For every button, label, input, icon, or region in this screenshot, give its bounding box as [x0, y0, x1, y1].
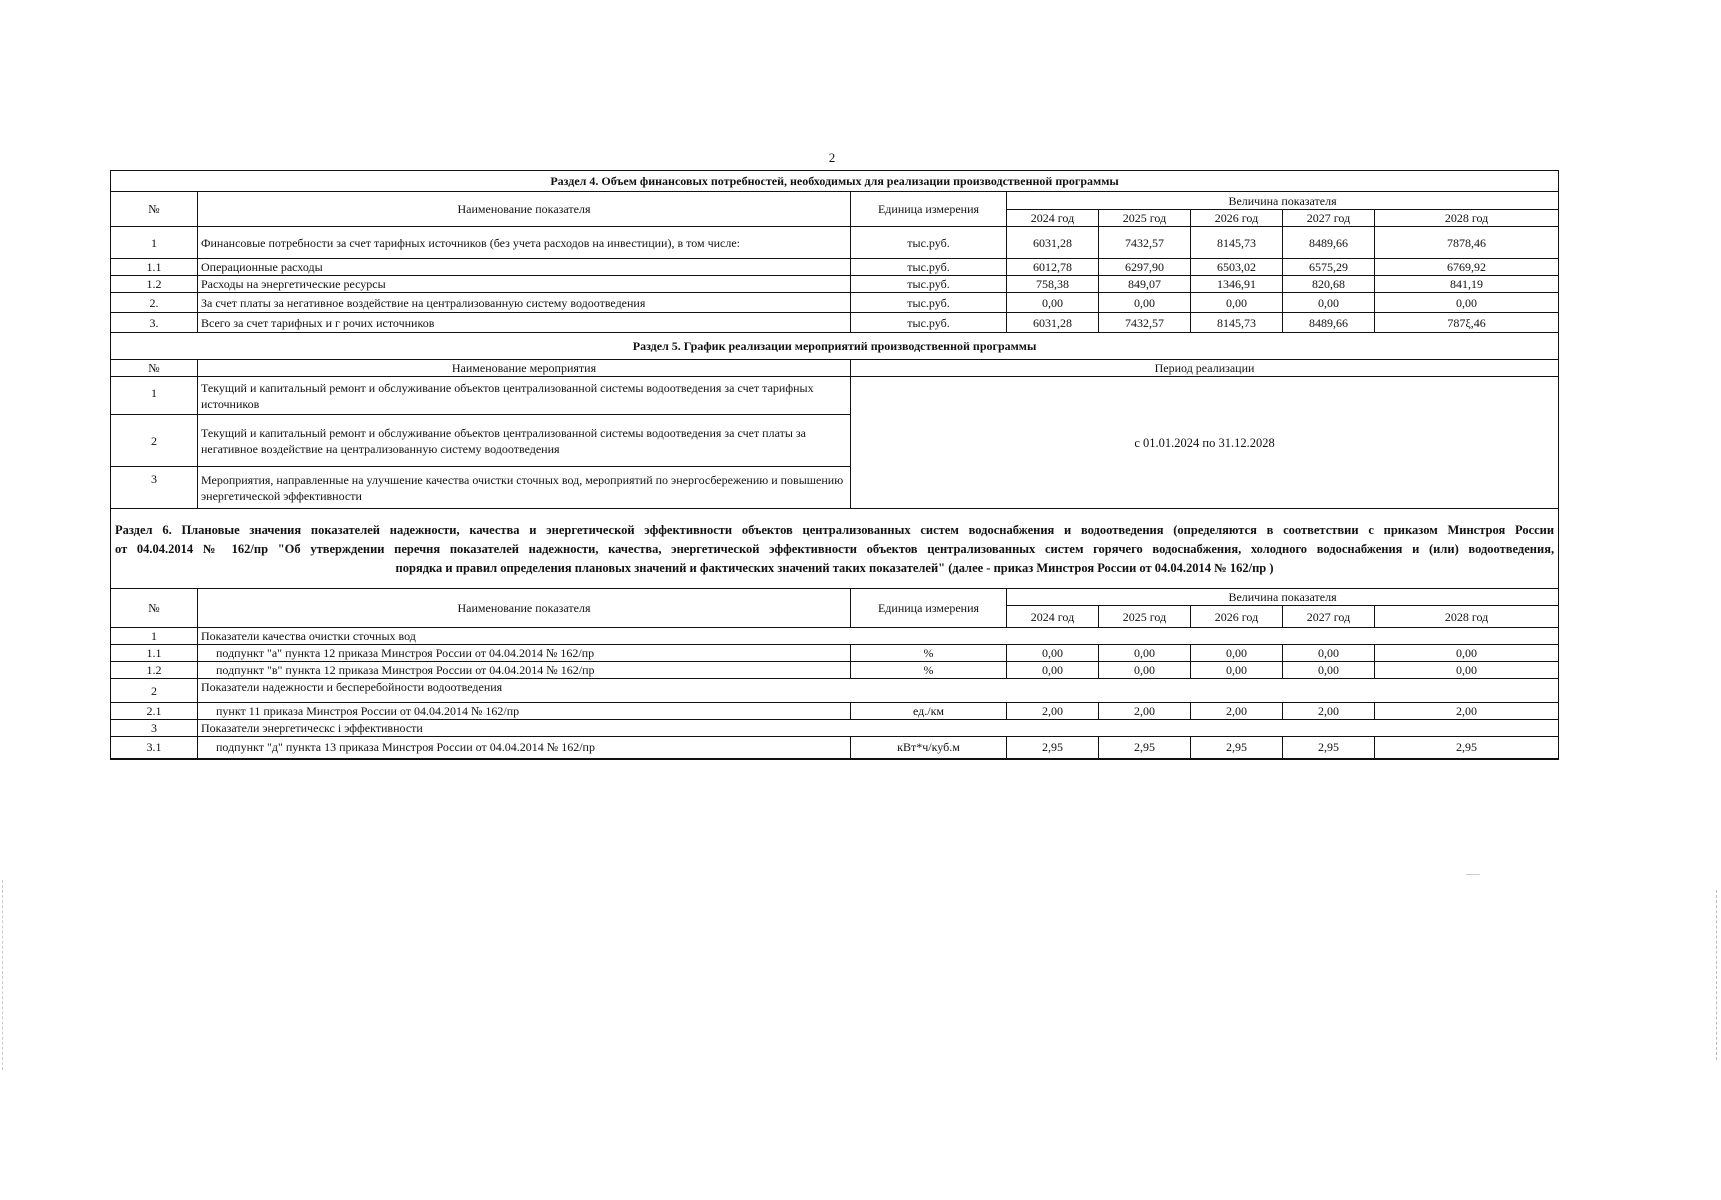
row-num: 1.2: [111, 662, 198, 679]
table-row: [111, 227, 1559, 259]
row-num: 2.: [111, 293, 198, 313]
row-value: 8489,66: [1283, 227, 1375, 259]
s6-header-unit: Единица измерения: [851, 589, 1007, 628]
row-unit: ед./км: [851, 703, 1007, 720]
row-value: 841,19: [1375, 276, 1559, 293]
row-name: Текущий и капитальный ремонт и обслуживание объектов централизованной системы водоотведения за счет платы за негативное воздействие на централизованную систему водоотведения: [198, 415, 851, 467]
row-num: 3: [111, 720, 198, 737]
scan-edge-right: [1715, 890, 1717, 1060]
section5-title: Раздел 5. График реализации мероприятий производственной программы: [111, 333, 1559, 360]
row-unit: тыс.руб.: [851, 276, 1007, 293]
s4-header-unit: Единица измерения: [851, 192, 1007, 227]
row-value: 0,00: [1283, 662, 1375, 679]
row-name: пункт 11 приказа Минстроя России от 04.04.2014 № 162/пр: [198, 703, 851, 720]
row-value: 2,95: [1099, 737, 1191, 759]
row-value: 0,00: [1007, 293, 1099, 313]
group-name: Показатели надежности и бесперебойности водоотведения: [198, 679, 1559, 703]
row-unit: тыс.руб.: [851, 227, 1007, 259]
table-row: [111, 628, 1559, 645]
scan-edge-left: [2, 880, 4, 1070]
row-name: Операционные расходы: [198, 259, 851, 276]
s4-header-value: Величина показателя: [1007, 192, 1559, 210]
row-unit: тыс.руб.: [851, 293, 1007, 313]
section6-title-line2: от 04.04.2014 № 162/пр "Об утверждении перечня показателей надежности, качества, энергетической эффективности объектов централизованных систем горячего водоснабжения, холодного водоснабжения и (или) водоотведения,: [115, 542, 1555, 556]
row-num: 2: [111, 415, 198, 467]
row-value: 849,07: [1099, 276, 1191, 293]
row-value: 0,00: [1099, 293, 1191, 313]
row-num: 1: [111, 628, 198, 645]
section6-title-line3: порядка и правил определения плановых значений и фактических значений таких показателей" (далее - приказ Минстроя России от 04.04.2014 № 162/пр ): [395, 561, 1274, 575]
table-row: [111, 377, 1559, 415]
row-value: 2,00: [1191, 703, 1283, 720]
row-value: 7432,57: [1099, 313, 1191, 333]
s4-header-name: Наименование показателя: [198, 192, 851, 227]
row-value: 2,95: [1375, 737, 1559, 759]
row-value: 7432,57: [1099, 227, 1191, 259]
row-value: 8145,73: [1191, 313, 1283, 333]
row-num: 1.2: [111, 276, 198, 293]
row-value: 0,00: [1007, 645, 1099, 662]
row-num: 1: [111, 377, 198, 415]
s5-header-period: Период реализации: [851, 360, 1559, 377]
row-num: 1: [111, 227, 198, 259]
table-row: [111, 720, 1559, 737]
group-name: Показатели качества очистки сточных вод: [198, 628, 1559, 645]
row-value: 6503,02: [1191, 259, 1283, 276]
row-unit: тыс.руб.: [851, 259, 1007, 276]
table-row: [111, 737, 1559, 759]
row-value: 1346,91: [1191, 276, 1283, 293]
row-value: 6769,92: [1375, 259, 1559, 276]
s6-year-2025: 2025 год: [1099, 606, 1191, 628]
row-value: 6031,28: [1007, 227, 1099, 259]
table-row: [111, 313, 1559, 333]
section6-title-line1: Раздел 6. Плановые значения показателей надежности, качества и энергетической эффективности объектов централизованных систем водоснабжения и водоотведения (определяются в соответствии с приказом Минстроя России: [115, 523, 1555, 537]
row-value: 758,38: [1007, 276, 1099, 293]
s5-header-num: №: [111, 360, 198, 377]
row-unit: %: [851, 645, 1007, 662]
table-row: [111, 703, 1559, 720]
group-name: Показатели энергетическс і эффективности: [198, 720, 1559, 737]
section4-title: Раздел 4. Объем финансовых потребностей, необходимых для реализации производственной программы: [111, 171, 1559, 192]
row-name: Всего за счет тарифных и г рочих источников: [198, 313, 851, 333]
row-value: 0,00: [1283, 645, 1375, 662]
row-name: подпункт "а" пункта 12 приказа Минстроя России от 04.04.2014 № 162/пр: [198, 645, 851, 662]
row-value: 8489,66: [1283, 313, 1375, 333]
row-value: 0,00: [1283, 293, 1375, 313]
s4-year-2024: 2024 год: [1007, 210, 1099, 227]
row-num: 3: [111, 467, 198, 509]
row-unit: %: [851, 662, 1007, 679]
row-value: 0,00: [1191, 662, 1283, 679]
s6-year-2028: 2028 год: [1375, 606, 1559, 628]
table-row: [111, 645, 1559, 662]
row-value: 6031,28: [1007, 313, 1099, 333]
s4-year-2028: 2028 год: [1375, 210, 1559, 227]
row-value: 0,00: [1191, 293, 1283, 313]
row-value: 0,00: [1007, 662, 1099, 679]
row-value: 0,00: [1099, 662, 1191, 679]
main-table: [110, 170, 1559, 760]
row-value: 6575,29: [1283, 259, 1375, 276]
row-value: 8145,73: [1191, 227, 1283, 259]
row-value: 0,00: [1191, 645, 1283, 662]
row-name: За счет платы за негативное воздействие на централизованную систему водоотведения: [198, 293, 851, 313]
row-num: 2.1: [111, 703, 198, 720]
row-value: 2,95: [1283, 737, 1375, 759]
row-num: 1.1: [111, 645, 198, 662]
s5-header-name: Наименование мероприятия: [198, 360, 851, 377]
row-unit: тыс.руб.: [851, 313, 1007, 333]
row-name: Расходы на энергетические ресурсы: [198, 276, 851, 293]
document-body: [110, 170, 1558, 760]
row-value: 6012,78: [1007, 259, 1099, 276]
row-num: 2: [111, 679, 198, 703]
row-value: 6297,90: [1099, 259, 1191, 276]
row-value: 820,68: [1283, 276, 1375, 293]
section6-title: [111, 509, 1559, 589]
period-value: с 01.01.2024 по 31.12.2028: [851, 377, 1559, 509]
page-number: 2: [828, 150, 836, 165]
row-value: 2,00: [1283, 703, 1375, 720]
row-value: 2,00: [1375, 703, 1559, 720]
row-value: 2,00: [1007, 703, 1099, 720]
row-value: 0,00: [1375, 662, 1559, 679]
row-name: подпункт "в" пункта 12 приказа Минстроя России от 04.04.2014 № 162/пр: [198, 662, 851, 679]
s6-header-num: №: [111, 589, 198, 628]
row-value: 0,00: [1375, 645, 1559, 662]
s4-year-2025: 2025 год: [1099, 210, 1191, 227]
row-num: 1.1: [111, 259, 198, 276]
row-num: 3.: [111, 313, 198, 333]
s6-year-2024: 2024 год: [1007, 606, 1099, 628]
row-value: 2,95: [1191, 737, 1283, 759]
s4-year-2027: 2027 год: [1283, 210, 1375, 227]
s6-header-name: Наименование показателя: [198, 589, 851, 628]
row-name: Финансовые потребности за счет тарифных источников (без учета расходов на инвестиции), в том числе:: [198, 227, 851, 259]
row-value: 0,00: [1375, 293, 1559, 313]
row-value: 7878,46: [1375, 227, 1559, 259]
s4-year-2026: 2026 год: [1191, 210, 1283, 227]
table-row: [111, 662, 1559, 679]
scan-mark: [1466, 874, 1480, 875]
s4-header-num: №: [111, 192, 198, 227]
row-name: Текущий и капитальный ремонт и обслуживание объектов централизованной системы водоотведения за счет тарифных источников: [198, 377, 851, 415]
s6-year-2027: 2027 год: [1283, 606, 1375, 628]
table-row: [111, 276, 1559, 293]
row-unit: кВт*ч/куб.м: [851, 737, 1007, 759]
table-row: [111, 259, 1559, 276]
row-value: 0,00: [1099, 645, 1191, 662]
s6-year-2026: 2026 год: [1191, 606, 1283, 628]
row-value: 2,95: [1007, 737, 1099, 759]
table-row: [111, 679, 1559, 703]
table-row: [111, 293, 1559, 313]
row-name: Мероприятия, направленные на улучшение качества очистки сточных вод, мероприятий по энергосбережению и повышению энергетической эффективности: [198, 467, 851, 509]
row-name: подпункт "д" пункта 13 приказа Минстроя России от 04.04.2014 № 162/пр: [198, 737, 851, 759]
s6-header-value: Величина показателя: [1007, 589, 1559, 606]
row-value: 2,00: [1099, 703, 1191, 720]
row-value: 787ξ,46: [1375, 313, 1559, 333]
row-num: 3.1: [111, 737, 198, 759]
